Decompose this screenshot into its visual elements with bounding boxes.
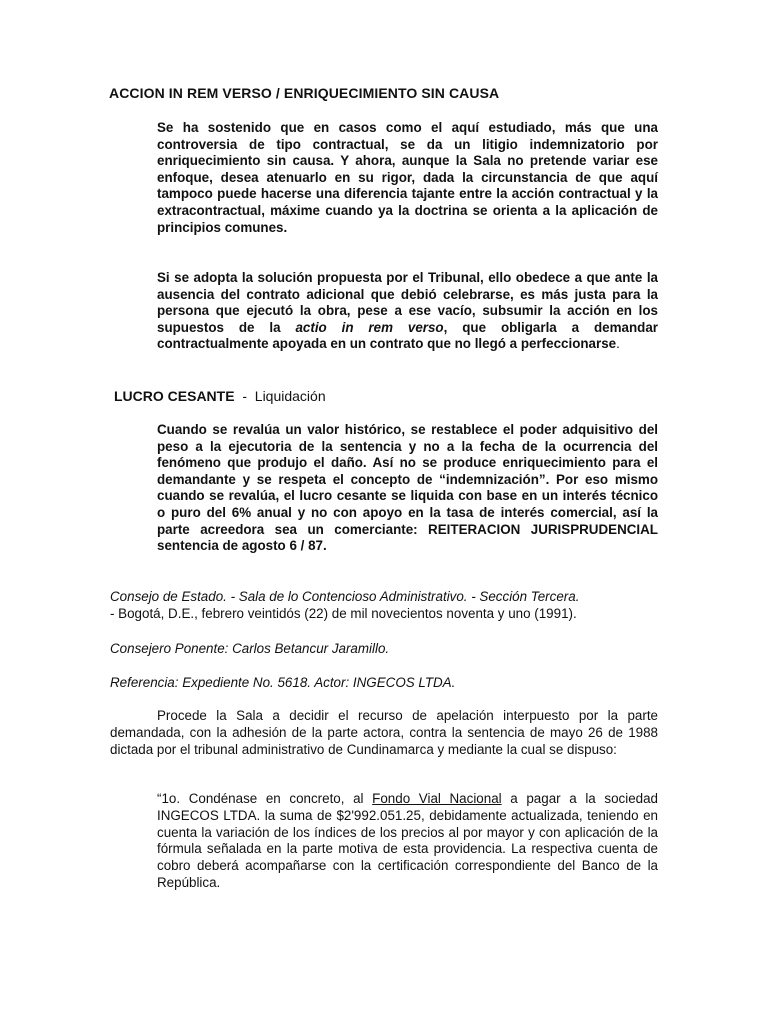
case-reference: Referencia: Expediente No. 5618. Actor: INGECOS LTDA. — [110, 675, 456, 690]
quoted-ruling — [157, 791, 658, 892]
court-name: Consejo de Estado. - Sala de lo Contencioso Administrativo. - Sección Tercera. — [110, 589, 580, 604]
lucro-cesante-subtitle: - Liquidación — [234, 388, 326, 404]
summary-paragraph-2-text-b: , que obligarla a demandar contractualmente apoyada en un contrato que no llegó a perfeccionarse — [157, 319, 658, 352]
summary-paragraph-1: Se ha sostenido que en casos como el aquí estudiado, más que una controversia de tipo contractual, se da un litigio indemnizatorio por enriquecimiento sin causa. Y ahora, aunque la Sala no pretende variar ese enfoque, desea atenuarlo en su rigor, dada la circunstancia de que aquí tampoco puede hacerse una diferencia tajante entre la acción contractual y la extracontractual, máxime cuando ya la doctrina se orienta a la aplicación de principios comunes. — [157, 120, 658, 235]
section-heading-accion-in-rem-verso: ACCION IN REM VERSO / ENRIQUECIMIENTO SIN CAUSA — [109, 85, 500, 101]
summary-paragraph-2 — [157, 270, 658, 353]
section-heading-lucro-cesante — [114, 388, 326, 404]
body-paragraph-1: Procede la Sala a decidir el recurso de apelación interpuesto por la parte demandada, con la adhesión de la parte actora, contra la sentencia de mayo 26 de 1988 dictada por el tribunal administrativo de Cundinamarca y mediante la cual se dispuso: — [110, 708, 658, 757]
reporting-judge: Consejero Ponente: Carlos Betancur Jaramillo. — [110, 641, 390, 656]
fondo-vial-nacional-underlined: Fondo Vial Nacional — [372, 791, 502, 806]
quoted-ruling-text-b: a pagar a la sociedad INGECOS LTDA. la suma de $2'992.051.25, debidamente actualizada, teniendo en cuenta la variación de los índices de los precios al por mayor y con aplicación de la fórmula señalada en la parte motiva de esta providencia. La respectiva cuenta de cobro deberá acompañarse con la certificación correspondiente del Banco de la República. — [157, 791, 658, 890]
summary-paragraph-2-period: . — [616, 336, 620, 352]
summary-paragraph-2-text-a: Si se adopta la solución propuesta por el Tribunal, ello obedece a que ante la ausencia del contrato adicional que debió celebrarse, es más justa para la persona que ejecutó la obra, pese a ese vacío, subsumir la acción en los supuestos de la — [157, 270, 658, 335]
latin-term-actio-in-rem-verso: actio in rem verso — [295, 319, 444, 335]
quoted-ruling-text-a: “1o. Condénase en concreto, al — [157, 791, 373, 806]
decision-date: - Bogotá, D.E., febrero veintidós (22) de mil novecientos noventa y uno (1991). — [110, 606, 577, 621]
summary-paragraph-3: Cuando se revalúa un valor histórico, se restablece el poder adquisitivo del peso a la ejecutoria de la sentencia y no a la fecha de la ocurrencia del fenómeno que produjo el daño. Así no se produce enriquecimiento para el demandante y se respeta el concepto de “indemnización”. Por eso mismo cuando se revalúa, el lucro cesante se liquida con base en un interés técnico o puro del 6% anual y no con apoyo en la tasa de interés comercial, así la parte acreedora sea un comerciante: REITERACION JURISPRUDENCIAL sentencia de agosto 6 / 87. — [157, 422, 658, 554]
lucro-cesante-title: LUCRO CESANTE — [114, 388, 235, 404]
